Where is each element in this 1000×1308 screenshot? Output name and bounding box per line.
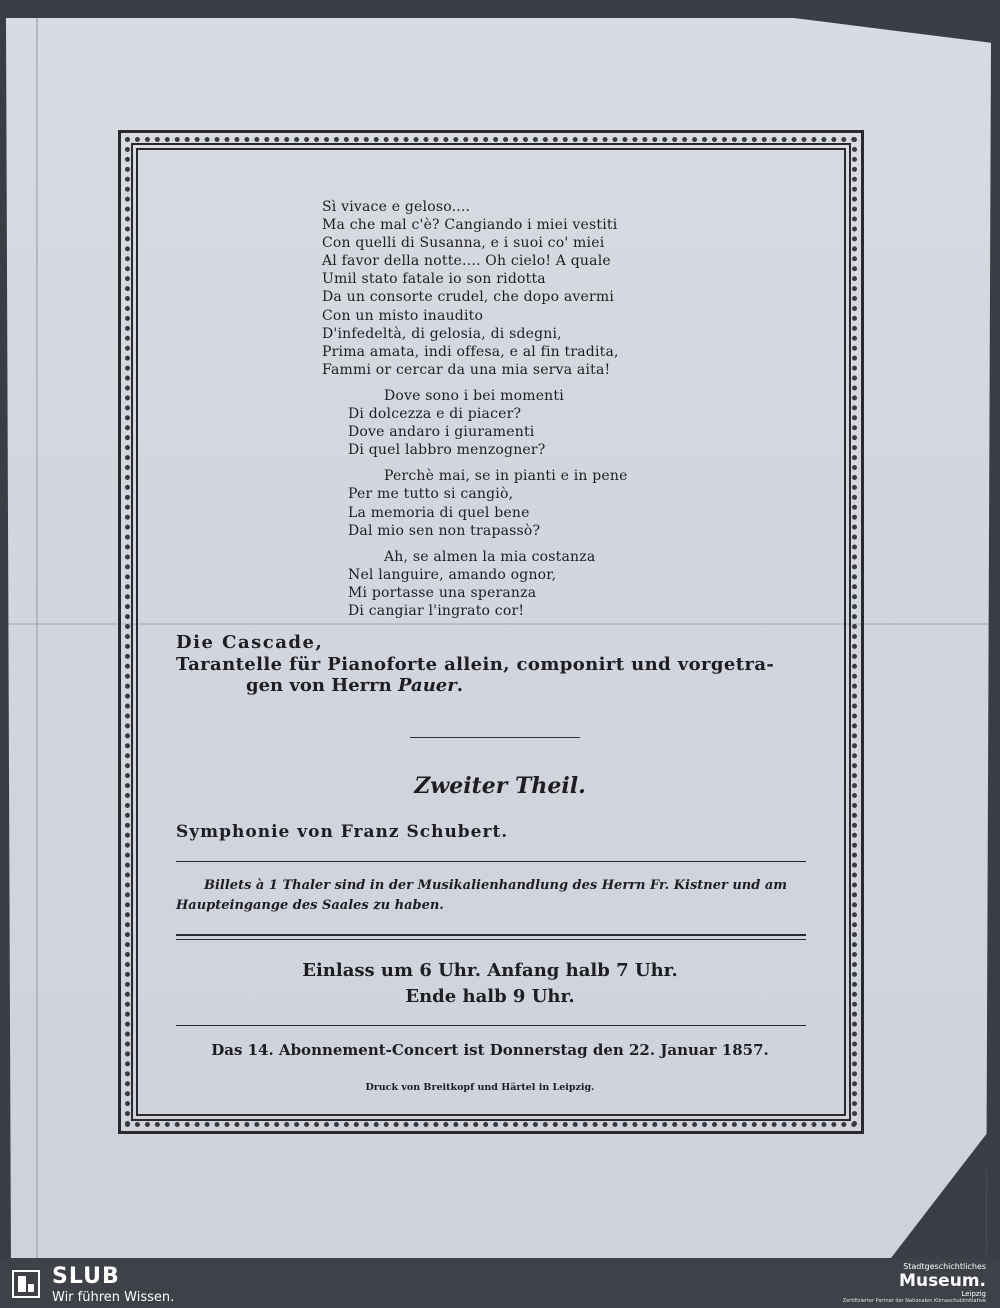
stanza-line: Perchè mai, se in pianti e in pene	[384, 468, 628, 485]
poem-line: D'infedeltà, di gelosia, di sdegni,	[322, 325, 562, 342]
stanza-line: Per me tutto si cangiò,	[348, 486, 514, 503]
rule-2a	[176, 934, 806, 936]
stanza-line: Ah, se almen la mia costanza	[384, 548, 596, 565]
recitative	[322, 198, 682, 379]
piece-title: Die Cascade,	[176, 632, 324, 653]
aria-text	[322, 198, 682, 620]
program-item-symphonie: Symphonie von Franz Schubert.	[176, 822, 509, 842]
schedule	[0, 958, 980, 1010]
stanza-line: Dove sono i bei momenti	[384, 387, 564, 404]
printer-imprint: Druck von Breitkopf und Härtel in Leipzig.	[365, 1082, 595, 1093]
museum-top: Stadtgeschichtliches	[903, 1262, 986, 1271]
performer-suffix: .	[456, 675, 464, 696]
stanza-line: Di cangiar l'ingrato cor!	[348, 602, 525, 619]
rule-3	[176, 1025, 806, 1026]
stanza-line: Di dolcezza e di piacer?	[348, 406, 522, 423]
stanza-line: La memoria di quel bene	[348, 504, 530, 521]
poem-line: Con un misto inaudito	[322, 307, 484, 324]
slub-logo-icon	[12, 1270, 40, 1298]
schedule-line-2: Ende halb 9 Uhr.	[405, 986, 575, 1007]
schedule-line-1: Einlass um 6 Uhr. Anfang halb 7 Uhr.	[302, 960, 678, 981]
museum-note: Zertifizierter Partner der Nationalen Klimaschutzinitiative	[842, 1298, 986, 1304]
stanza-1	[348, 387, 682, 459]
museum-name: Museum.	[899, 1271, 986, 1291]
stanza-line: Di quel labbro menzogner?	[348, 442, 546, 459]
rule-2b	[176, 939, 806, 940]
piece-description: Tarantelle für Pianoforte allein, componirt und vorgetra-	[176, 653, 775, 675]
stanza-line: Dal mio sen non trapassò?	[348, 522, 541, 539]
stanza-3	[348, 548, 682, 620]
museum-logo	[843, 1262, 986, 1305]
poem-line: Sì vivace e geloso....	[322, 199, 471, 215]
part-heading: Zweiter Theil.	[414, 773, 586, 799]
stanza-line: Nel languire, amando ognor,	[348, 566, 557, 583]
poem-line: Ma che mal c'è? Cangiando i miei vestiti	[322, 217, 618, 234]
next-concert-note: Das 14. Abonnement-Concert ist Donnerstag den 22. Januar 1857.	[211, 1041, 769, 1059]
poem-line: Prima amata, indi offesa, e al fin tradita,	[322, 343, 619, 360]
slub-name: SLUB	[52, 1264, 120, 1289]
performer-prefix: gen von Herrn	[246, 675, 398, 696]
stanza-line: Dove andaro i giuramenti	[348, 424, 535, 441]
poem-line: Umil stato fatale io son ridotta	[322, 271, 546, 288]
rule-1	[176, 861, 806, 862]
performer-name: Pauer	[398, 675, 457, 696]
piece-performer	[246, 675, 816, 697]
poem-line: Fammi or cercar da una mia serva aita!	[322, 361, 611, 378]
section-divider	[410, 737, 580, 738]
stanza-line: Mi portasse una speranza	[348, 584, 537, 601]
program-item-cascade	[176, 632, 816, 697]
poem-line: Con quelli di Susanna, e i suoi co' miei	[322, 235, 605, 252]
slub-tagline: Wir führen Wissen.	[52, 1290, 175, 1305]
ticket-info: Billets à 1 Thaler sind in der Musikalienhandlung des Herrn Fr. Kistner und am Haupteingange des Saales zu haben.	[176, 878, 788, 913]
poem-line: Da un consorte crudel, che dopo avermi	[322, 289, 615, 306]
stanza-2	[348, 467, 682, 539]
museum-city: Leipzig	[961, 1290, 986, 1298]
viewer-footer	[0, 1258, 1000, 1308]
poem-line: Al favor della notte.... Oh cielo! A quale	[322, 253, 611, 270]
